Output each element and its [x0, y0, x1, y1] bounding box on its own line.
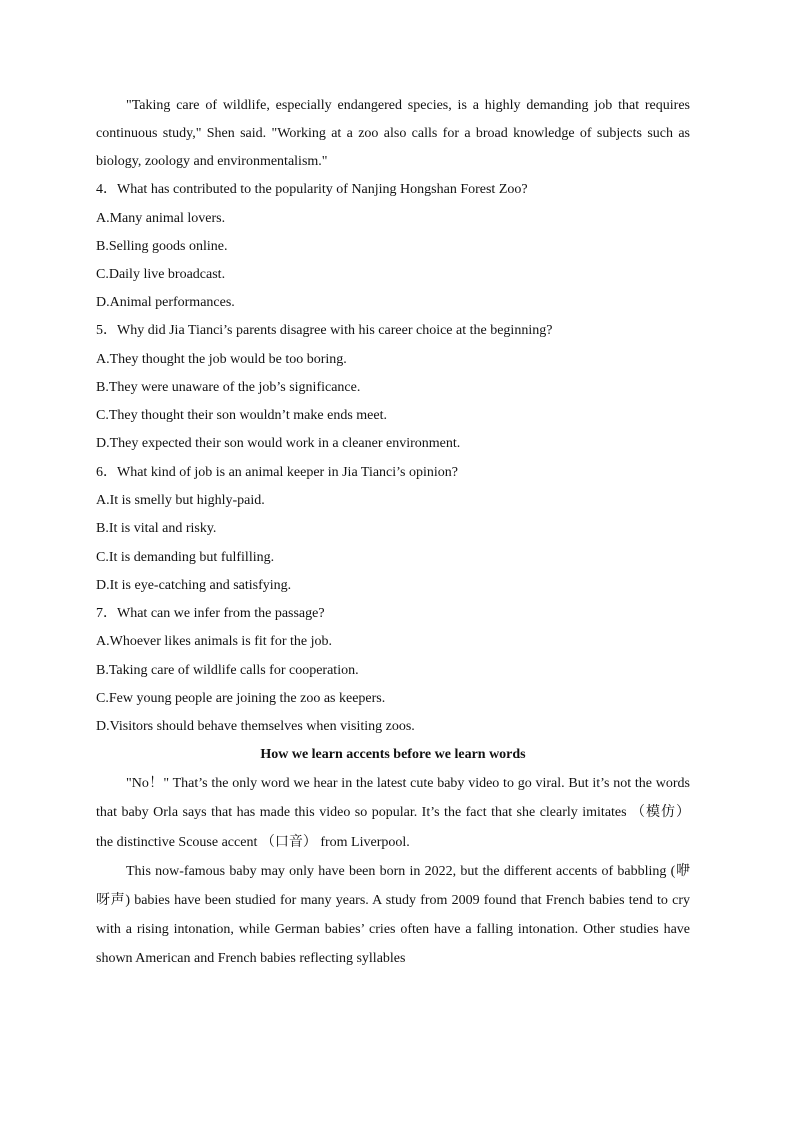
question-stem: 6．What kind of job is an animal keeper in Jia Tianci’s opinion?	[96, 464, 458, 480]
option-b: B.They were unaware of the job’s significance.	[96, 380, 361, 396]
passage-two	[96, 741, 690, 973]
option-c: C.They thought their son wouldn’t make ends meet.	[96, 408, 387, 424]
option-d: D.It is eye-catching and satisfying.	[96, 577, 292, 593]
passage-one	[96, 92, 690, 176]
option-a: A.They thought the job would be too boring.	[96, 351, 347, 367]
question-5	[96, 317, 690, 458]
option-d: D.Visitors should behave themselves when visiting zoos.	[96, 719, 415, 735]
passage-one-paragraph: "Taking care of wildlife, especially endangered species, is a highly demanding job that requires continuous study," Shen said. "Working at a zoo also calls for a broad knowledge of subjects such as biology, zoology and environmentalism."	[96, 98, 690, 169]
option-a: A.It is smelly but highly-paid.	[96, 493, 265, 509]
document-page	[96, 92, 690, 974]
option-a: A.Whoever likes animals is fit for the job.	[96, 634, 332, 650]
option-b: B.Taking care of wildlife calls for cooperation.	[96, 662, 359, 678]
question-stem: 5．Why did Jia Tianci’s parents disagree with his career choice at the beginning?	[96, 323, 553, 339]
option-a: A.Many animal lovers.	[96, 210, 226, 226]
option-c: C.Few young people are joining the zoo as keepers.	[96, 690, 386, 706]
option-b: B.Selling goods online.	[96, 238, 228, 254]
passage-title: How we learn accents before we learn words	[260, 747, 526, 763]
option-c: C.Daily live broadcast.	[96, 266, 226, 282]
option-d: D.They expected their son would work in a cleaner environment.	[96, 436, 461, 452]
question-list	[96, 176, 690, 741]
question-7	[96, 600, 690, 741]
question-6	[96, 459, 690, 600]
question-4	[96, 176, 690, 317]
option-b: B.It is vital and risky.	[96, 521, 217, 537]
option-d: D.Animal performances.	[96, 295, 235, 311]
question-stem: 4．What has contributed to the popularity of Nanjing Hongshan Forest Zoo?	[96, 182, 528, 197]
passage-two-paragraph-2: This now-famous baby may only have been born in 2022, but the different accents of babbling (咿呀声) babies have been studied for many years. A study from 2009 found that French babies tend to cry with a rising intonation, while German babies’ cries often have a falling intonation. Other studies have shown American and French babies reflecting syllables	[96, 863, 690, 967]
option-c: C.It is demanding but fulfilling.	[96, 549, 275, 565]
question-stem: 7．What can we infer from the passage?	[96, 605, 325, 621]
passage-two-paragraph-1: "No！" That’s the only word we hear in the latest cute baby video to go viral. But it’s not the words that baby Orla says that has made this video so popular. It’s the fact that she clearly imitates （模仿） the distinctive Scouse accent （口音） from Liverpool.	[96, 776, 690, 850]
